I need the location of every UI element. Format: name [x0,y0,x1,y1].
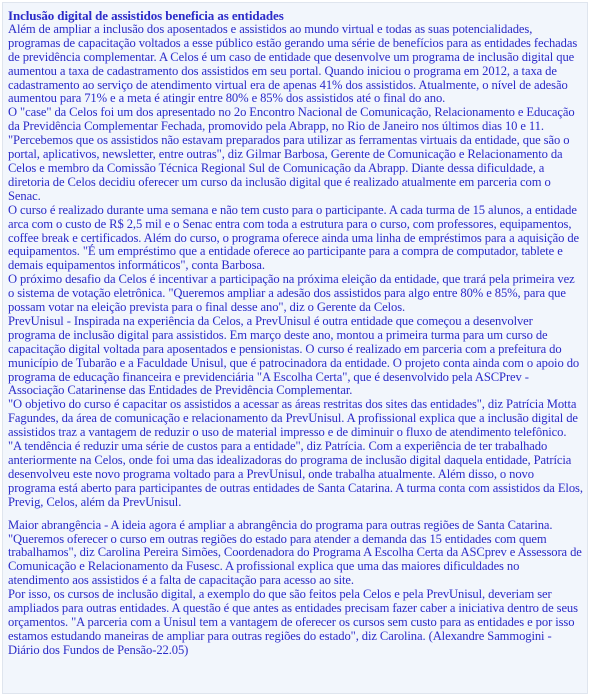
article-paragraph: Maior abrangência - A ideia agora é ampliar a abrangência do programa para outras regiões de Santa Catarina. "Queremos oferecer o curso em outras regiões do estado para atender a demanda das 15 entidades com quem trabalhamos", diz Carolina Pereira Simões, Coordenadora do Programa A Escolha Certa da ASCprev e Assessora de Comunicação e Relacionamento da Fusesc. A profissional explica que uma das maiores dificuldades no atendimento aos assistidos é a falta de capacitação para acesso ao site. [8,517,582,588]
article-paragraph: O curso é realizado durante uma semana e não tem custo para o participante. A cada turma de 15 alunos, a entidade arca com o custo de R$ 2,5 mil e o Senac entra com toda a estrutura para o curso, com professores, equipamentos, coffee break e certificados. Além do curso, o programa oferece ainda uma linha de empréstimos para a aquisição de equipamentos. "É um empréstimo que a entidade oferece ao participante para a compra de computador, tablete e demais equipamentos informáticos", conta Barbosa. [8,202,580,273]
article-paragraph: "Percebemos que os assistidos não estavam preparados para utilizar as ferramentas virtuais da entidade, que são o portal, aplicativos, newsletter, entre outras", diz Gilmar Barbosa, Gerente de Comunicação e Relacionamento da Celos e membro da Comissão Técnica Regional Sul de Comunicação da Abrapp. Diante dessa dificuldade, a diretoria de Celos decidiu oferecer um curso da inclusão digital que é realizado atualmente em parceria com o Senac. [8,133,570,203]
article-paragraph: "A tendência é reduzir uma série de custos para a entidade", diz Patrícia. Com a experiência de ter trabalhado anteriormente na Celos, onde foi uma das idealizadoras do programa de inclusão digital daquela entidade, Patrícia desenvolveu este novo programa voltado para a PrevUnisul, onde trabalha atualmente. Além disso, o novo programa está aberto para participantes de outras entidades de Santa Catarina. A turma conta com assistidos da Elos, Previg, Celos, além da PrevUnisul. [8,439,583,509]
article-paragraph: PrevUnisul - Inspirada na experiência da Celos, a PrevUnisul é outra entidade que começou a desenvolver programa de inclusão digital para assistidos. Em março deste ano, montou a primeira turma para um curso de capacitação digital voltada para aposentados e pensionistas. O curso é realizado em parceria com a prefeitura do município de Tubarão e a Faculdade Unisul, que é patrocinadora da entidade. O projeto conta ainda com o apoio do programa de educação financeira e previdenciária "A Escolha Certa", que é desenvolvido pela ASCPrev - Associação Catarinense das Entidades de Previdência Complementar. [8,313,580,398]
article-card [2,2,588,694]
article-title: Inclusão digital de assistidos beneficia as entidades [8,8,284,23]
article-paragraph: "O objetivo do curso é capacitar os assistidos a acessar as áreas restritas dos sites das entidades", diz Patrícia Motta Fagundes, da área de comunicação e relacionamento da PrevUnisul. A profissional explica que a inclusão digital de assistidos traz a vantagem de reduzir o uso de material impresso e de diminuir o fluxo de atendimento telefônico. [8,397,578,440]
article-paragraph: O "case" da Celos foi um dos apresentado no 2o Encontro Nacional de Comunicação, Relacionamento e Educação da Previdência Complementar Fechada, promovido pela Abrapp, no Rio de Janeiro nos últimos dias 10 e 11. [8,105,575,134]
article-paragraph: Por isso, os cursos de inclusão digital, a exemplo do que são feitos pela Celos e pela PrevUnisul, deveriam ser ampliados para outras entidades. A questão é que antes as entidades precisam fazer caber a iniciativa dentro de seus orçamentos. "A parceria com a Unisul tem a vantagem de oferecer os cursos sem custo para as entidades e por isso estamos estudando maneiras de ampliar para outras regiões do estado", diz Carolina. (Alexandre Sammogini - Diário dos Fundos de Pensão-22.05) [8,587,578,657]
article-paragraph: Além de ampliar a inclusão dos aposentados e assistidos ao mundo virtual e todas as suas potencialidades, programas de capacitação voltados a esse público estão gerando uma série de benefícios para as entidades fechadas de previdência complementar. A Celos é um caso de entidade que desenvolve um programa de inclusão digital que aumentou a taxa de cadastramento dos assistidos em seu portal. Quando iniciou o programa em 2012, a taxa de cadastramento ao serviço de atendimento virtual era de apenas 41% dos assistidos. Atualmente, o nível de adesão aumentou para 71% e a meta é atingir entre 80% e 85% dos assistidos até o final do ano. [8,21,578,106]
article-paragraph: O próximo desafio da Celos é incentivar a participação na próxima eleição da entidade, que trará pela primeira vez o sistema de votação eletrônica. "Queremos ampliar a adesão dos assistidos para algo entre 80% e 85%, para que possam votar na eleição prevista para o final desse ano", diz o Gerente da Celos. [8,272,575,315]
